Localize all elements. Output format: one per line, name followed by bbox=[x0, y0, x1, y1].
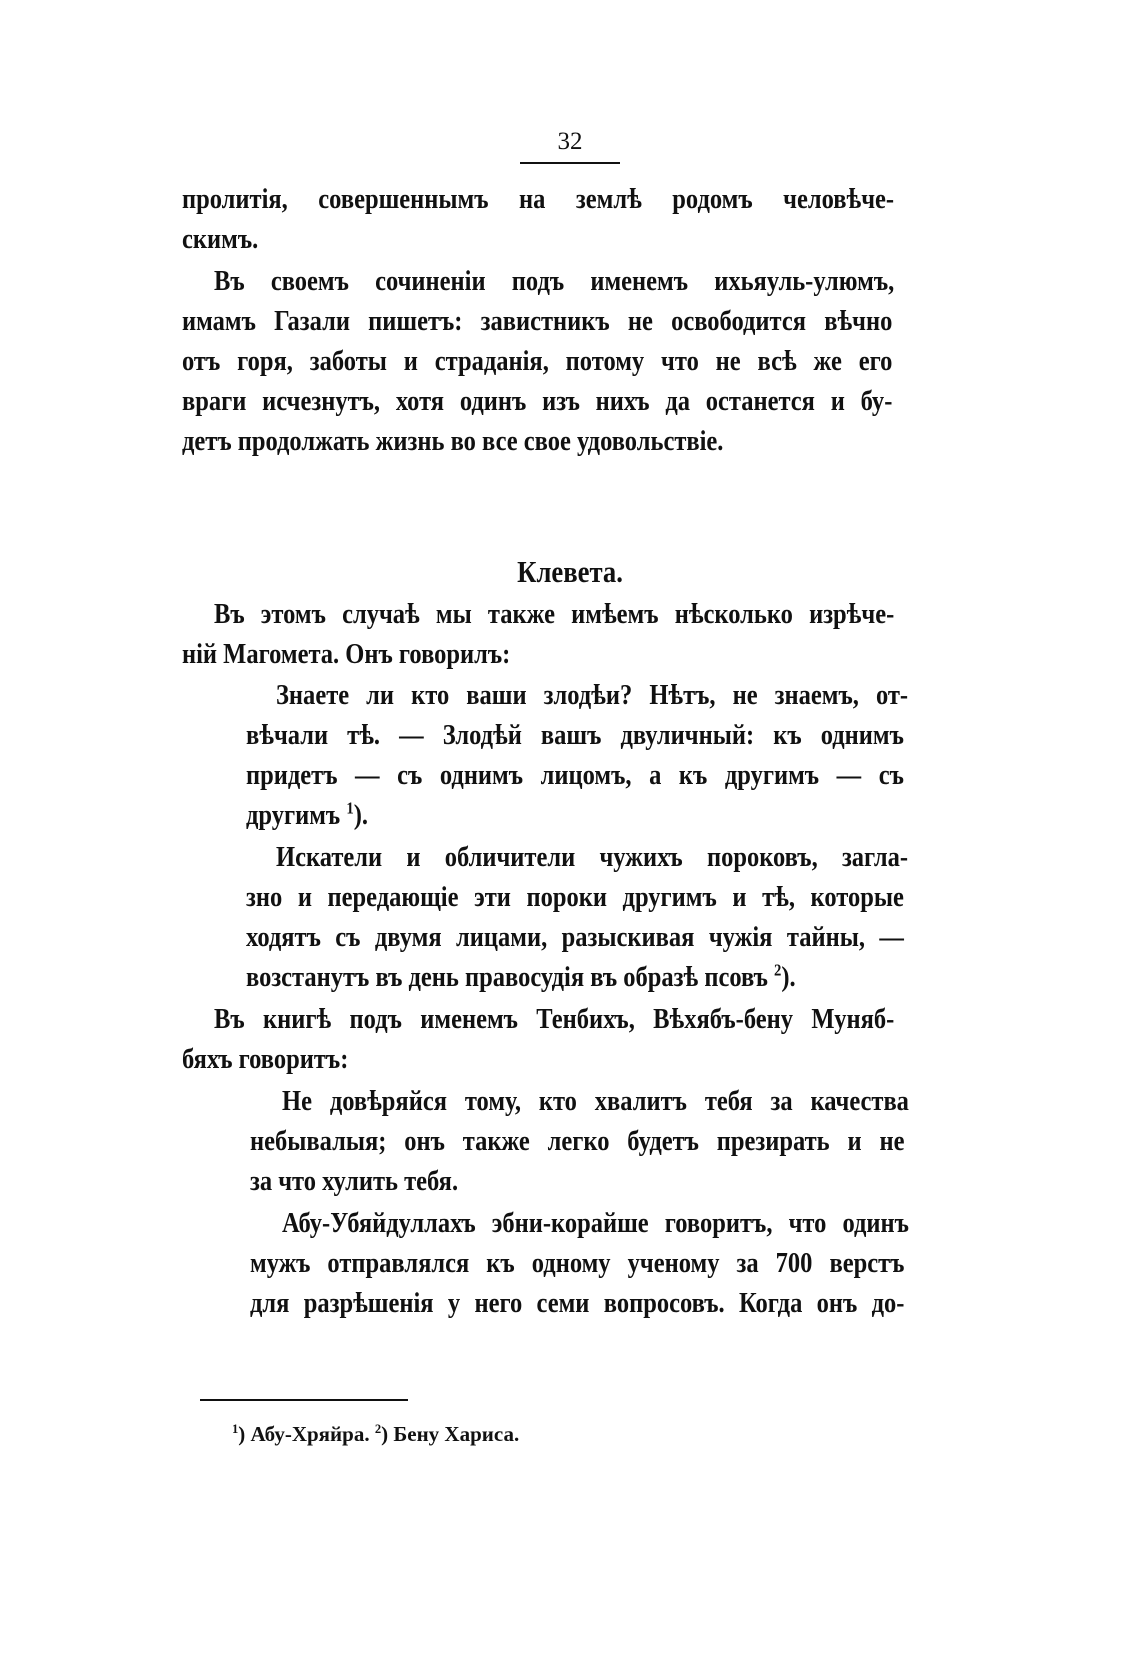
section-heading: Клевета. bbox=[517, 554, 623, 589]
text-line: Въ своемъ сочиненіи подъ именемъ ихьяуль-улюмъ, bbox=[214, 266, 895, 297]
page-number: 32 bbox=[557, 128, 583, 155]
text-line: ходятъ съ двумя лицами, разыскивая чужія тайны, — bbox=[246, 922, 904, 953]
footnote-number: 1 bbox=[232, 1422, 239, 1436]
text-line: пролитія, совершеннымъ на землѣ родомъ человѣче- bbox=[182, 184, 895, 215]
text-line: зно и передающіе эти пороки другимъ и тѣ, которые bbox=[246, 882, 904, 913]
footnote-ref: 2 bbox=[774, 960, 782, 980]
text-line bbox=[246, 796, 368, 836]
text-line: вѣчали тѣ. — Злодѣй вашъ двуличный: къ однимъ bbox=[246, 720, 904, 751]
line-text: возстанутъ въ день правосудія въ образѣ псовъ bbox=[246, 962, 768, 993]
text-line: скимъ. bbox=[182, 224, 259, 255]
text-line bbox=[246, 958, 796, 998]
line-text: другимъ bbox=[246, 800, 341, 831]
text-line: небывалыя; онъ также легко будетъ презирать и не bbox=[250, 1126, 905, 1157]
text-line: Знаете ли кто ваши злодѣи? Нѣтъ, не знаемъ, от- bbox=[276, 680, 909, 711]
footnotes bbox=[232, 1422, 519, 1447]
text-line: Въ книгѣ подъ именемъ Тенбихъ, Вѣхябъ-бену Муняб- bbox=[214, 1004, 895, 1035]
text-line: бяхъ говоритъ: bbox=[182, 1044, 349, 1075]
footnote-text: ) Абу-Хряйра. bbox=[238, 1422, 370, 1446]
text-line: враги исчезнутъ, хотя одинъ изъ нихъ да останется и бу- bbox=[182, 386, 893, 417]
footnote-rule bbox=[200, 1399, 408, 1401]
header-rule bbox=[520, 162, 620, 164]
footnote-number: 2 bbox=[374, 1422, 382, 1436]
text-line: мужъ отправлялся къ одному ученому за 700 верстъ bbox=[250, 1248, 905, 1279]
footnote-text: ) Бену Хариса. bbox=[381, 1422, 520, 1446]
text-line: Искатели и обличители чужихъ пороковъ, загла- bbox=[276, 842, 909, 873]
text-line: детъ продолжать жизнь во все свое удовольствіе. bbox=[182, 426, 724, 457]
text-line: имамъ Газали пишетъ: завистникъ не освободится вѣчно bbox=[182, 306, 893, 337]
text-line: придетъ — съ однимъ лицомъ, а къ другимъ — съ bbox=[246, 760, 904, 791]
text-line: за что хулить тебя. bbox=[250, 1166, 459, 1197]
footnote-ref: 1 bbox=[346, 798, 354, 818]
text-line: отъ горя, заботы и страданія, потому что не всѣ же его bbox=[182, 346, 893, 377]
text-line: для разрѣшенія у него семи вопросовъ. Когда онъ до- bbox=[250, 1288, 905, 1319]
text-line: Абу-Убяйдуллахъ эбни-корайше говоритъ, что одинъ bbox=[282, 1208, 909, 1239]
footnote-ref-tail: ). bbox=[781, 962, 796, 993]
text-line: Въ этомъ случаѣ мы также имѣемъ нѣсколько изрѣче- bbox=[214, 599, 895, 630]
footnote-ref-tail: ). bbox=[353, 800, 368, 831]
text-line: Не довѣряйся тому, кто хвалитъ тебя за качества bbox=[282, 1086, 909, 1117]
text-line: ній Магомета. Онъ говорилъ: bbox=[182, 639, 511, 670]
